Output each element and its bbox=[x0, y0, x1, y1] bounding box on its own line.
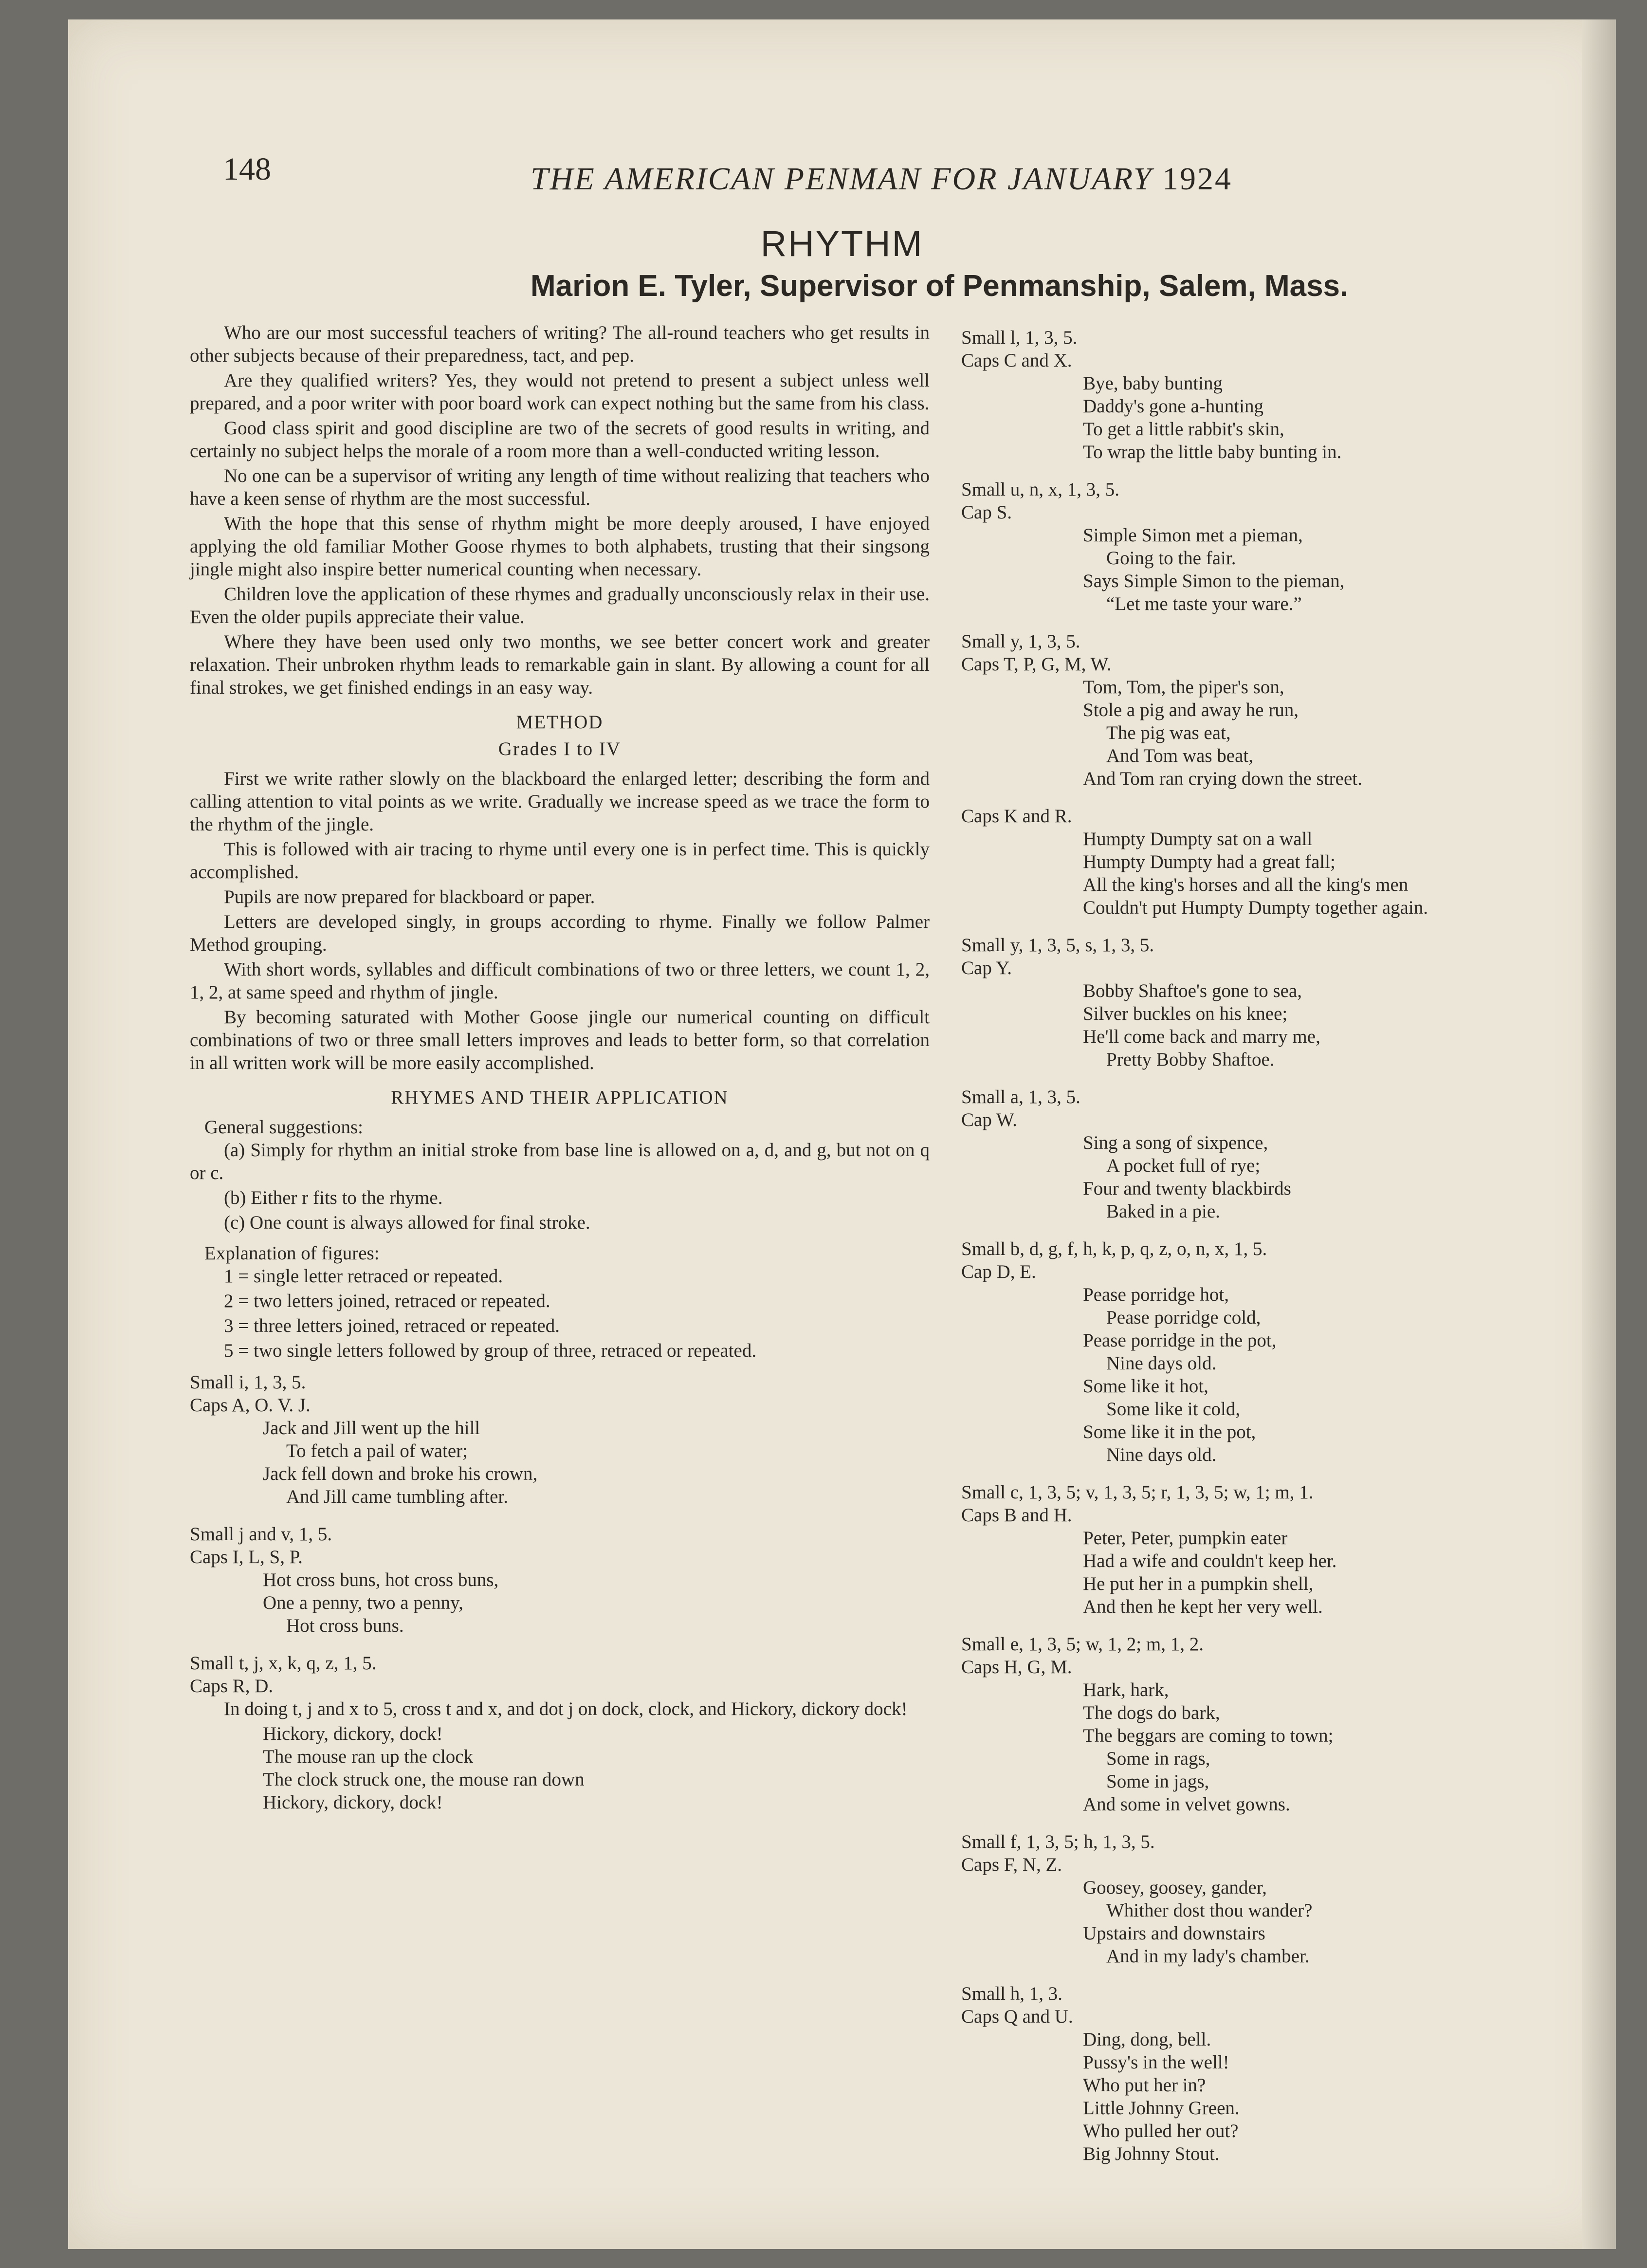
rhyme-letter-spec: Small u, n, x, 1, 3, 5. bbox=[961, 479, 1120, 500]
verse-line: A pocket full of rye; bbox=[1106, 1155, 1261, 1176]
rhyme-block bbox=[961, 326, 1506, 463]
verse-line: Daddy's gone a-hunting bbox=[1083, 396, 1263, 417]
rhyme-note: In doing t, j and x to 5, cross t and x, and dot j on dock, clock, and Hickory, dickory dock! bbox=[224, 1698, 908, 1719]
rhyme-verse bbox=[1083, 2028, 1506, 2165]
rhyme-verse bbox=[1083, 979, 1506, 1071]
left-column bbox=[190, 321, 930, 1828]
figure-explanation: 1 = single letter retraced or repeated. bbox=[224, 1266, 503, 1287]
verse-line: Says Simple Simon to the pieman, bbox=[1083, 571, 1345, 591]
rhyme-letter-spec: Small a, 1, 3, 5. bbox=[961, 1087, 1080, 1107]
paragraph: First we write rather slowly on the blackboard the enlarged letter; describing the form and calling attention to vital points as we write. Gradually we increase speed as we trace the form to the rhythm of the jingle. bbox=[190, 768, 930, 835]
verse-line: Bobby Shaftoe's gone to sea, bbox=[1083, 980, 1302, 1001]
rhyme-block bbox=[961, 1830, 1506, 1968]
verse-line: Pease porridge in the pot, bbox=[1083, 1330, 1277, 1351]
general-suggestions-label: General suggestions: bbox=[204, 1117, 364, 1138]
verse-line: Some in rags, bbox=[1106, 1748, 1210, 1769]
verse-line: Simple Simon met a pieman, bbox=[1083, 525, 1303, 546]
paragraph: By becoming saturated with Mother Goose jingle our numerical counting on difficult combinations of two or three small letters improves and leads to better form, so that correlation in all written work will be more easily accomplished. bbox=[190, 1007, 930, 1073]
verse-line: Some in jags, bbox=[1106, 1771, 1209, 1792]
verse-line: Some like it in the pot, bbox=[1083, 1421, 1256, 1442]
rhyme-verse bbox=[263, 1568, 930, 1637]
verse-line: And Tom was beat, bbox=[1106, 745, 1254, 766]
verse-line: “Let me taste your ware.” bbox=[1106, 593, 1302, 614]
paragraph: With the hope that this sense of rhythm might be more deeply aroused, I have enjoyed applying the old familiar Mother Goose rhymes to both alphabets, trusting that their singsong jingle might also inspire better numerical counting when necessary. bbox=[190, 513, 930, 580]
rhyme-block bbox=[961, 1982, 1506, 2165]
paragraph: With short words, syllables and difficult combinations of two or three letters, we count 1, 2, 1, 2, at same speed and rhythm of jingle. bbox=[190, 959, 930, 1003]
verse-line: Who pulled her out? bbox=[1083, 2120, 1239, 2141]
verse-line: And some in velvet gowns. bbox=[1083, 1794, 1290, 1815]
rhyme-letter-spec: Caps A, O. V. J. bbox=[190, 1395, 311, 1416]
verse-line: Humpty Dumpty sat on a wall bbox=[1083, 829, 1313, 849]
verse-line: Upstairs and downstairs bbox=[1083, 1923, 1265, 1944]
paragraph: Where they have been used only two months, we see better concert work and greater relaxation. Their unbroken rhythm leads to remarkable gain in slant. By allowing a count for all final strokes, we get finished endings in an easy way. bbox=[190, 631, 930, 698]
rhyme-verse bbox=[1083, 1131, 1506, 1223]
rhyme-letter-spec: Caps T, P, G, M, W. bbox=[961, 654, 1112, 675]
verse-line: Hark, hark, bbox=[1083, 1679, 1169, 1700]
rhyme-verse bbox=[1083, 1283, 1506, 1466]
verse-line: Tom, Tom, the piper's son, bbox=[1083, 677, 1284, 698]
verse-line: Hot cross buns. bbox=[286, 1615, 404, 1636]
rhyme-letter-spec: Small c, 1, 3, 5; v, 1, 3, 5; r, 1, 3, 5; w, 1; m, 1. bbox=[961, 1482, 1314, 1503]
verse-line: And Jill came tumbling after. bbox=[286, 1486, 508, 1507]
rhyme-block bbox=[961, 1237, 1506, 1466]
suggestion: (a) Simply for rhythm an initial stroke from base line is allowed on a, d, and g, but not on q or c. bbox=[190, 1140, 930, 1183]
rhyme-letter-spec: Caps R, D. bbox=[190, 1676, 274, 1696]
verse-line: Jack fell down and broke his crown, bbox=[263, 1463, 538, 1484]
rhyme-block bbox=[961, 805, 1506, 919]
rhyme-letter-spec: Caps F, N, Z. bbox=[961, 1854, 1062, 1875]
running-head bbox=[531, 161, 1232, 198]
rhyme-letter-spec: Caps K and R. bbox=[961, 806, 1072, 827]
rhyme-letter-spec: Cap W. bbox=[961, 1109, 1017, 1130]
byline: Marion E. Tyler, Supervisor of Penmanship, Salem, Mass. bbox=[531, 269, 1349, 303]
rhyme-block bbox=[961, 478, 1506, 615]
verse-line: Pease porridge hot, bbox=[1083, 1284, 1229, 1305]
verse-line: To wrap the little baby bunting in. bbox=[1083, 442, 1342, 462]
suggestion: (c) One count is always allowed for final stroke. bbox=[224, 1212, 590, 1233]
rhyme-letter-spec: Caps I, L, S, P. bbox=[190, 1547, 303, 1567]
rhyme-block bbox=[961, 1086, 1506, 1223]
method-heading: METHOD bbox=[516, 712, 604, 733]
paragraph: Good class spirit and good discipline are two of the secrets of good results in writing, and certainly no subject helps the morale of a room more than a well-conducted writing lesson. bbox=[190, 418, 930, 461]
article-title: RHYTHM bbox=[760, 223, 924, 264]
verse-line: Pussy's in the well! bbox=[1083, 2052, 1229, 2073]
rhyme-block bbox=[961, 1633, 1506, 1816]
rhyme-block bbox=[190, 1652, 930, 1814]
verse-line: To fetch a pail of water; bbox=[286, 1440, 468, 1461]
verse-line: Big Johnny Stout. bbox=[1083, 2143, 1220, 2164]
figure-explanation: 5 = two single letters followed by group of three, retraced or repeated. bbox=[224, 1340, 757, 1361]
verse-line: Stole a pig and away he run, bbox=[1083, 700, 1299, 720]
verse-line: And in my lady's chamber. bbox=[1106, 1946, 1310, 1967]
verse-line: To get a little rabbit's skin, bbox=[1083, 419, 1284, 440]
rhyme-letter-spec: Small j and v, 1, 5. bbox=[190, 1524, 332, 1545]
method-subheading: Grades I to IV bbox=[498, 738, 622, 759]
verse-line: He put her in a pumpkin shell, bbox=[1083, 1573, 1314, 1594]
rhyme-letter-spec: Small e, 1, 3, 5; w, 1, 2; m, 1, 2. bbox=[961, 1634, 1204, 1655]
rhyme-letter-spec: Caps Q and U. bbox=[961, 2006, 1073, 2027]
verse-line: The mouse ran up the clock bbox=[263, 1746, 474, 1767]
paragraph: Letters are developed singly, in groups according to rhyme. Finally we follow Palmer Method grouping. bbox=[190, 911, 930, 955]
right-column bbox=[961, 326, 1506, 2180]
rhyme-letter-spec: Small y, 1, 3, 5. bbox=[961, 631, 1080, 652]
rhyme-verse bbox=[1083, 372, 1506, 463]
rhyme-letter-spec: Small t, j, x, k, q, z, 1, 5. bbox=[190, 1653, 377, 1674]
rhyme-verse bbox=[1083, 828, 1506, 919]
rhyme-verse bbox=[263, 1722, 930, 1814]
verse-line: Peter, Peter, pumpkin eater bbox=[1083, 1528, 1288, 1549]
intro-section bbox=[190, 321, 930, 699]
verse-line: And Tom ran crying down the street. bbox=[1083, 768, 1362, 789]
rhyme-verse bbox=[1083, 1876, 1506, 1968]
rhyme-letter-spec: Small f, 1, 3, 5; h, 1, 3, 5. bbox=[961, 1831, 1155, 1852]
running-year: 1924 bbox=[1162, 161, 1232, 197]
verse-line: Sing a song of sixpence, bbox=[1083, 1132, 1268, 1153]
figure-explanation: 3 = three letters joined, retraced or repeated. bbox=[224, 1315, 560, 1336]
verse-line: Whither dost thou wander? bbox=[1106, 1900, 1313, 1921]
page-spine-shadow bbox=[1582, 19, 1616, 2249]
rhyme-block bbox=[961, 1481, 1506, 1618]
verse-line: And then he kept her very well. bbox=[1083, 1596, 1323, 1617]
verse-line: The dogs do bark, bbox=[1083, 1702, 1220, 1723]
rhyme-verse bbox=[263, 1417, 930, 1508]
verse-line: He'll come back and marry me, bbox=[1083, 1026, 1320, 1047]
verse-line: Who put her in? bbox=[1083, 2075, 1206, 2096]
rhyme-verse bbox=[1083, 676, 1506, 790]
verse-line: The beggars are coming to town; bbox=[1083, 1725, 1334, 1746]
method-section bbox=[190, 767, 930, 1074]
verse-line: Had a wife and couldn't keep her. bbox=[1083, 1550, 1337, 1571]
paragraph: Who are our most successful teachers of writing? The all-round teachers who get results in other subjects because of their preparedness, tact, and pep. bbox=[190, 322, 930, 366]
rhyme-verse bbox=[1083, 524, 1506, 615]
rhyme-letter-spec: Small y, 1, 3, 5, s, 1, 3, 5. bbox=[961, 935, 1154, 956]
rhyme-letter-spec: Caps C and X. bbox=[961, 350, 1072, 371]
figure-explanation: 2 = two letters joined, retraced or repeated. bbox=[224, 1291, 550, 1311]
paragraph: This is followed with air tracing to rhyme until every one is in perfect time. This is quickly accomplished. bbox=[190, 839, 930, 883]
suggestion: (b) Either r fits to the rhyme. bbox=[224, 1187, 443, 1208]
paragraph: No one can be a supervisor of writing any length of time without realizing that teachers who have a keen sense of rhythm are the most successful. bbox=[190, 465, 930, 509]
rhyme-letter-spec: Small l, 1, 3, 5. bbox=[961, 327, 1078, 348]
page-number: 148 bbox=[223, 151, 271, 187]
rhyme-block bbox=[961, 934, 1506, 1071]
verse-line: Little Johnny Green. bbox=[1083, 2098, 1240, 2119]
verse-line: Bye, baby bunting bbox=[1083, 373, 1223, 394]
left-rhyme-list bbox=[190, 1371, 930, 1814]
rhyme-block bbox=[190, 1371, 930, 1508]
rhyme-letter-spec: Small b, d, g, f, h, k, p, q, z, o, n, x, 1, 5. bbox=[961, 1238, 1267, 1259]
paragraph: Children love the application of these rhymes and gradually unconsciously relax in their use. Even the older pupils appreciate their value. bbox=[190, 584, 930, 627]
verse-line: Pretty Bobby Shaftoe. bbox=[1106, 1049, 1275, 1070]
verse-line: Some like it cold, bbox=[1106, 1399, 1241, 1420]
rhyme-letter-spec: Caps H, G, M. bbox=[961, 1657, 1072, 1678]
right-rhyme-list bbox=[961, 326, 1506, 2165]
verse-line: Jack and Jill went up the hill bbox=[263, 1418, 480, 1438]
rhymes-heading: RHYMES AND THEIR APPLICATION bbox=[391, 1087, 729, 1108]
rhyme-letter-spec: Small h, 1, 3. bbox=[961, 1983, 1063, 2004]
verse-line: Baked in a pie. bbox=[1106, 1201, 1220, 1222]
rhyme-letter-spec: Caps B and H. bbox=[961, 1505, 1072, 1526]
paragraph: Pupils are now prepared for blackboard or paper. bbox=[224, 886, 595, 907]
rhyme-letter-spec: Cap Y. bbox=[961, 958, 1012, 978]
verse-line: Nine days old. bbox=[1106, 1353, 1217, 1374]
verse-line: Couldn't put Humpty Dumpty together again. bbox=[1083, 897, 1428, 918]
rhyme-block bbox=[961, 630, 1506, 790]
verse-line: Four and twenty blackbirds bbox=[1083, 1178, 1291, 1199]
verse-line: Some like it hot, bbox=[1083, 1376, 1208, 1397]
rhyme-letter-spec: Small i, 1, 3, 5. bbox=[190, 1372, 306, 1393]
explanation-label: Explanation of figures: bbox=[204, 1243, 380, 1264]
verse-line: One a penny, two a penny, bbox=[263, 1592, 463, 1613]
verse-line: Pease porridge cold, bbox=[1106, 1307, 1261, 1328]
verse-line: The pig was eat, bbox=[1106, 722, 1231, 743]
magazine-page bbox=[68, 19, 1616, 2249]
verse-line: All the king's horses and all the king's men bbox=[1083, 874, 1409, 895]
rhyme-verse bbox=[1083, 1527, 1506, 1618]
verse-line: Goosey, goosey, gander, bbox=[1083, 1877, 1267, 1898]
paragraph: Are they qualified writers? Yes, they would not pretend to present a subject unless well prepared, and a poor writer with poor board work can expect nothing but the same from his class. bbox=[190, 370, 930, 414]
verse-line: Nine days old. bbox=[1106, 1444, 1217, 1465]
verse-line: Ding, dong, bell. bbox=[1083, 2029, 1211, 2050]
rhyme-letter-spec: Cap D, E. bbox=[961, 1261, 1036, 1282]
running-title: THE AMERICAN PENMAN FOR JANUARY bbox=[531, 161, 1153, 197]
verse-line: Going to the fair. bbox=[1106, 548, 1236, 569]
verse-line: Hickory, dickory, dock! bbox=[263, 1723, 443, 1744]
rhyme-letter-spec: Cap S. bbox=[961, 502, 1012, 523]
verse-line: Hot cross buns, hot cross buns, bbox=[263, 1569, 499, 1590]
verse-line: Humpty Dumpty had a great fall; bbox=[1083, 851, 1336, 872]
rhyme-verse bbox=[1083, 1678, 1506, 1816]
verse-line: Silver buckles on his knee; bbox=[1083, 1003, 1288, 1024]
verse-line: The clock struck one, the mouse ran down bbox=[263, 1769, 585, 1790]
verse-line: Hickory, dickory, dock! bbox=[263, 1792, 443, 1813]
rhyme-block bbox=[190, 1523, 930, 1637]
